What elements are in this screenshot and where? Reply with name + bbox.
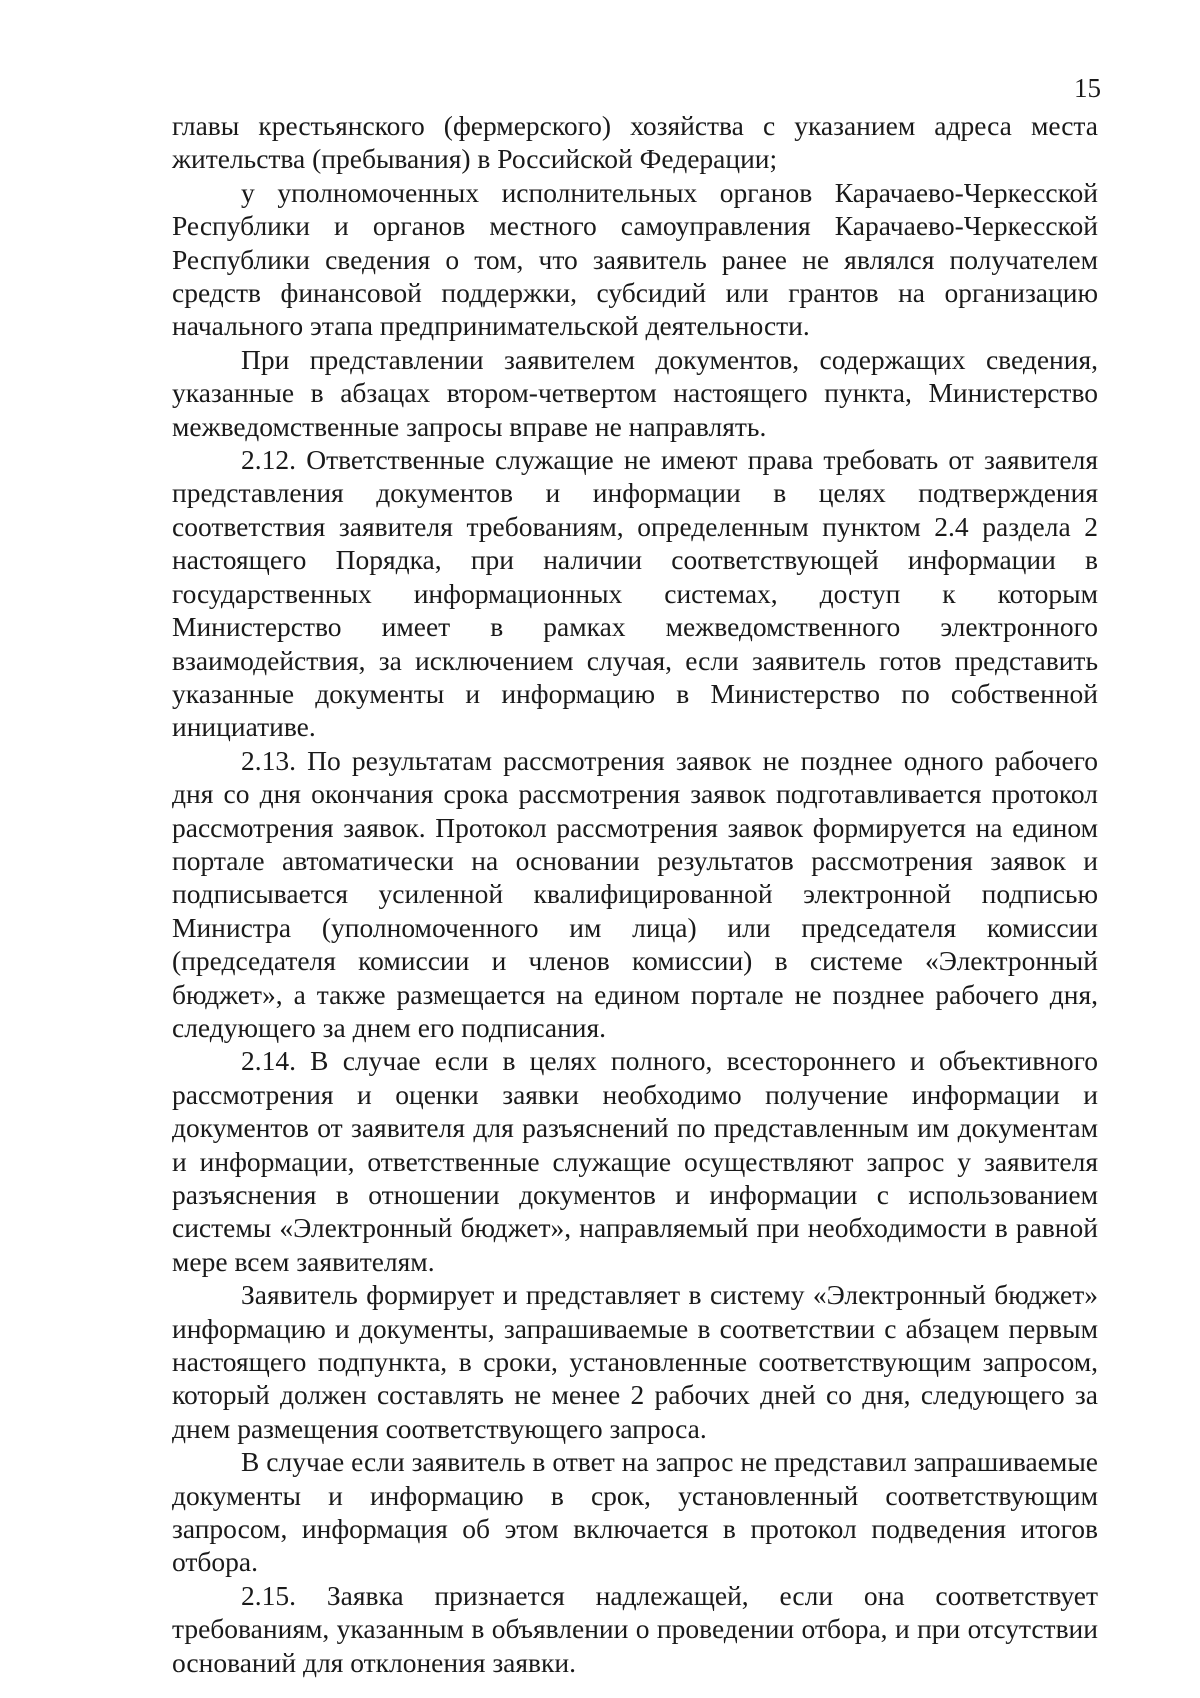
paragraph-2: у уполномоченных исполнительных органов Карачаево-Черкесской Республики и органов местного самоуправления Карачаево-Черкесской Республики сведения о том, что заявитель ранее не являлся получателем средств финансовой поддержки, субсидий или грантов на организацию начального этапа предпринимательской деятельности. [172, 176, 1098, 342]
paragraph-7: Заявитель формирует и представляет в систему «Электронный бюджет» информацию и документы, запрашиваемые в соответствии с абзацем первым настоящего подпункта, в сроки, установленные соответствующим запросом, который должен составлять не менее 2 рабочих дней со дня, следующего за днем размещения соответствующего запроса. [172, 1279, 1098, 1444]
paragraph-1: главы крестьянского (фермерского) хозяйства с указанием адреса места жительства (пребывания) в Российской Федерации; [172, 110, 1098, 175]
document-body [172, 109, 1098, 1679]
page-number: 15 [1074, 73, 1101, 103]
paragraph-3: При представлении заявителем документов, содержащих сведения, указанные в абзацах втором-четвертом настоящего пункта, Министерство межведомственные запросы вправе не направлять. [172, 343, 1098, 442]
paragraph-8: В случае если заявитель в ответ на запрос не представил запрашиваемые документы и информацию в срок, установленный соответствующим запросом, информация об этом включается в протокол подведения итогов отбора. [172, 1446, 1098, 1578]
paragraph-9: 2.15. Заявка признается надлежащей, если она соответствует требованиям, указанным в объявлении о проведении отбора, и при отсутствии оснований для отклонения заявки. [172, 1579, 1098, 1678]
paragraph-6: 2.14. В случае если в целях полного, всестороннего и объективного рассмотрения и оценки заявки необходимо получение информации и документов от заявителя для разъяснений по представленным им документам и информации, ответственные служащие осуществляют запрос у заявителя разъяснения в отношении документов и информации с использованием системы «Электронный бюджет», направляемый при необходимости в равной мере всем заявителям. [172, 1045, 1098, 1277]
paragraph-4: 2.12. Ответственные служащие не имеют права требовать от заявителя представления документов и информации в целях подтверждения соответствия заявителя требованиям, определенным пунктом 2.4 раздела 2 настоящего Порядка, при наличии соответствующей информации в государственных информационных системах, доступ к которым Министерство имеет в рамках межведомственного электронного взаимодействия, за исключением случая, если заявитель готов представить указанные документы и информацию в Министерство по собственной инициативе. [172, 444, 1098, 743]
paragraph-5: 2.13. По результатам рассмотрения заявок не позднее одного рабочего дня со дня окончания срока рассмотрения заявок подготавливается протокол рассмотрения заявок. Протокол рассмотрения заявок формируется на едином портале автоматически на основании результатов рассмотрения заявок и подписывается усиленной квалифицированной электронной подписью Министра (уполномоченного им лица) или председателя комиссии (председателя комиссии и членов комиссии) в системе «Электронный бюджет», а также размещается на едином портале не позднее рабочего дня, следующего за днем его подписания. [172, 744, 1098, 1043]
